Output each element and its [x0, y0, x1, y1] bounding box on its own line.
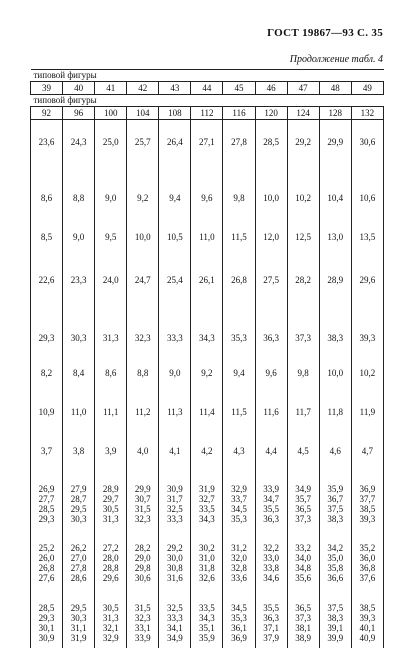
value-cell: 32,7 — [191, 494, 222, 504]
value-cell: 34,6 — [256, 573, 287, 583]
value-cell: 26,9 — [31, 484, 62, 494]
value-cell: 13,0 — [320, 232, 351, 242]
value-cell: 28,7 — [63, 494, 94, 504]
value-cell: 34,5 — [223, 504, 254, 514]
value-cell: 33,1 — [127, 623, 158, 633]
value-cell: 31,1 — [63, 623, 94, 633]
value-cell: 31,3 — [95, 333, 126, 343]
value-cell: 33,6 — [223, 573, 254, 583]
value-cell: 29,7 — [95, 494, 126, 504]
value-cell: 28,6 — [63, 573, 94, 583]
figure-number-cell: 49 — [351, 82, 383, 95]
value-cell: 36,3 — [256, 514, 287, 524]
value-cell: 29,5 — [63, 603, 94, 613]
value-cell: 26,1 — [191, 275, 222, 285]
value-cell: 22,6 — [31, 275, 62, 285]
size-cell: 104 — [127, 107, 159, 120]
value-cell: 35,8 — [320, 563, 351, 573]
value-cell: 39,3 — [352, 613, 383, 623]
value-cell: 11,5 — [223, 232, 254, 242]
value-cell: 36,1 — [223, 623, 254, 633]
value-cell: 35,3 — [223, 613, 254, 623]
value-cell: 37,6 — [352, 573, 383, 583]
value-cell: 8,4 — [63, 368, 94, 378]
value-cell: 9,0 — [95, 193, 126, 203]
value-cell: 33,9 — [127, 633, 158, 643]
value-cell: 37,9 — [256, 633, 287, 643]
value-cell: 24,7 — [127, 275, 158, 285]
value-cell: 36,0 — [352, 553, 383, 563]
value-cell: 10,5 — [159, 232, 190, 242]
value-cell: 12,5 — [288, 232, 319, 242]
value-cell: 36,3 — [256, 613, 287, 623]
value-cell: 35,5 — [256, 603, 287, 613]
value-column — [351, 120, 383, 648]
value-cell: 40,1 — [352, 623, 383, 633]
value-cell: 4,1 — [159, 446, 190, 456]
value-cell: 35,9 — [191, 633, 222, 643]
value-cell: 11,6 — [256, 407, 287, 417]
value-cell: 4,3 — [223, 446, 254, 456]
value-cell: 4,6 — [320, 446, 351, 456]
value-cell: 34,8 — [288, 563, 319, 573]
value-cell: 30,6 — [352, 137, 383, 147]
value-cell: 38,5 — [352, 504, 383, 514]
value-cell: 27,1 — [191, 137, 222, 147]
value-cell: 10,0 — [320, 368, 351, 378]
value-cell: 31,0 — [191, 553, 222, 563]
value-cell: 3,8 — [63, 446, 94, 456]
value-cell: 37,1 — [256, 623, 287, 633]
value-cell: 23,6 — [31, 137, 62, 147]
value-columns — [31, 120, 384, 648]
value-cell: 26,4 — [159, 137, 190, 147]
value-cell: 27,8 — [223, 137, 254, 147]
value-cell: 32,5 — [159, 603, 190, 613]
value-cell: 36,5 — [288, 603, 319, 613]
value-cell: 32,5 — [159, 504, 190, 514]
value-cell: 36,9 — [223, 633, 254, 643]
size-cell: 112 — [191, 107, 223, 120]
figure-number-cell: 40 — [63, 82, 95, 95]
value-cell: 10,6 — [352, 193, 383, 203]
value-cell: 27,9 — [63, 484, 94, 494]
value-cell: 31,6 — [159, 573, 190, 583]
value-cell: 30,9 — [31, 633, 62, 643]
value-cell: 38,3 — [320, 514, 351, 524]
value-cell: 30,2 — [191, 543, 222, 553]
table-continuation-label: Продолжение табл. 4 — [290, 54, 383, 65]
value-cell: 33,7 — [223, 494, 254, 504]
value-cell: 29,2 — [288, 137, 319, 147]
value-cell: 31,3 — [95, 514, 126, 524]
value-cell: 30,5 — [95, 504, 126, 514]
value-cell: 10,4 — [320, 193, 351, 203]
value-cell: 25,2 — [31, 543, 62, 553]
value-cell: 37,3 — [288, 514, 319, 524]
value-cell: 24,0 — [95, 275, 126, 285]
value-cell: 35,9 — [320, 484, 351, 494]
value-cell: 36,9 — [352, 484, 383, 494]
value-cell: 36,6 — [320, 573, 351, 583]
value-cell: 39,9 — [320, 633, 351, 643]
size-cell: 116 — [223, 107, 255, 120]
value-cell: 10,9 — [31, 407, 62, 417]
value-cell: 35,3 — [223, 514, 254, 524]
value-cell: 29,3 — [31, 514, 62, 524]
value-cell: 27,5 — [256, 275, 287, 285]
value-cell: 4,0 — [127, 446, 158, 456]
value-cell: 8,5 — [31, 232, 62, 242]
value-cell: 23,3 — [63, 275, 94, 285]
figure-number-cell: 43 — [159, 82, 191, 95]
value-cell: 36,8 — [352, 563, 383, 573]
value-cell: 28,9 — [95, 484, 126, 494]
value-cell: 31,5 — [127, 504, 158, 514]
value-cell: 35,5 — [256, 504, 287, 514]
value-cell: 38,5 — [352, 603, 383, 613]
value-cell: 33,5 — [191, 504, 222, 514]
value-cell: 30,1 — [31, 623, 62, 633]
value-cell: 8,6 — [95, 368, 126, 378]
value-cell: 25,4 — [159, 275, 190, 285]
value-cell: 26,2 — [63, 543, 94, 553]
value-cell: 31,7 — [159, 494, 190, 504]
value-cell: 29,6 — [352, 275, 383, 285]
value-cell: 10,0 — [127, 232, 158, 242]
value-cell: 24,3 — [63, 137, 94, 147]
value-cell: 9,6 — [191, 193, 222, 203]
value-cell: 26,0 — [31, 553, 62, 563]
value-cell: 28,5 — [256, 137, 287, 147]
value-cell: 26,8 — [223, 275, 254, 285]
value-cell: 32,9 — [223, 484, 254, 494]
value-cell: 26,8 — [31, 563, 62, 573]
value-cell: 32,3 — [127, 613, 158, 623]
value-cell: 27,7 — [31, 494, 62, 504]
value-cell: 9,4 — [223, 368, 254, 378]
value-cell: 34,0 — [288, 553, 319, 563]
value-cell: 33,9 — [256, 484, 287, 494]
value-cell: 38,3 — [320, 613, 351, 623]
value-cell: 29,3 — [31, 613, 62, 623]
value-cell: 12,0 — [256, 232, 287, 242]
value-cell: 30,8 — [159, 563, 190, 573]
value-cell: 9,4 — [159, 193, 190, 203]
value-cell: 29,9 — [320, 137, 351, 147]
value-cell: 9,8 — [288, 368, 319, 378]
value-cell: 9,0 — [63, 232, 94, 242]
value-cell: 4,4 — [256, 446, 287, 456]
value-cell: 27,2 — [95, 543, 126, 553]
value-cell: 28,2 — [288, 275, 319, 285]
value-cell: 28,0 — [95, 553, 126, 563]
value-cell: 29,9 — [127, 484, 158, 494]
value-cell: 38,1 — [288, 623, 319, 633]
page-header: ГОСТ 19867—93 С. 35 — [267, 27, 383, 39]
value-cell: 35,2 — [352, 543, 383, 553]
value-cell: 30,7 — [127, 494, 158, 504]
figure-number-cell: 44 — [191, 82, 223, 95]
value-cell: 30,3 — [63, 514, 94, 524]
value-cell: 31,3 — [95, 613, 126, 623]
value-cell: 3,7 — [31, 446, 62, 456]
figure-label-top: типовой фигуры — [31, 70, 384, 82]
size-cell: 128 — [319, 107, 351, 120]
value-cell: 33,3 — [159, 333, 190, 343]
value-cell: 33,3 — [159, 613, 190, 623]
value-cell: 11,4 — [191, 407, 222, 417]
figure-label-bottom: типовой фигуры — [31, 95, 384, 107]
figure-number-cell: 45 — [223, 82, 255, 95]
value-cell: 36,7 — [320, 494, 351, 504]
value-cell: 34,9 — [288, 484, 319, 494]
value-cell: 28,9 — [320, 275, 351, 285]
value-cell: 34,3 — [191, 333, 222, 343]
value-cell: 31,5 — [127, 603, 158, 613]
value-column — [63, 120, 95, 648]
value-column — [287, 120, 319, 648]
value-cell: 30,0 — [159, 553, 190, 563]
value-column — [191, 120, 223, 648]
value-cell: 32,8 — [223, 563, 254, 573]
value-cell: 31,8 — [191, 563, 222, 573]
value-cell: 28,8 — [95, 563, 126, 573]
value-cell: 11,7 — [288, 407, 319, 417]
value-cell: 4,5 — [288, 446, 319, 456]
value-cell: 32,6 — [191, 573, 222, 583]
value-cell: 28,5 — [31, 504, 62, 514]
value-cell: 11,1 — [95, 407, 126, 417]
value-cell: 38,9 — [288, 633, 319, 643]
value-cell: 35,3 — [223, 333, 254, 343]
value-cell: 34,1 — [159, 623, 190, 633]
value-column — [95, 120, 127, 648]
size-table — [30, 69, 384, 648]
value-cell: 4,2 — [191, 446, 222, 456]
value-cell: 27,0 — [63, 553, 94, 563]
value-cell: 11,0 — [191, 232, 222, 242]
value-cell: 36,5 — [288, 504, 319, 514]
value-cell: 40,9 — [352, 633, 383, 643]
value-column — [255, 120, 287, 648]
value-cell: 29,6 — [95, 573, 126, 583]
figure-number-cell: 42 — [127, 82, 159, 95]
value-cell: 35,7 — [288, 494, 319, 504]
value-cell: 34,7 — [256, 494, 287, 504]
value-cell: 11,5 — [223, 407, 254, 417]
value-cell: 30,3 — [63, 613, 94, 623]
figure-number-cell: 48 — [319, 82, 351, 95]
value-cell: 39,3 — [352, 514, 383, 524]
value-cell: 11,3 — [159, 407, 190, 417]
value-cell: 37,3 — [288, 333, 319, 343]
value-cell: 9,6 — [256, 368, 287, 378]
value-cell: 10,2 — [288, 193, 319, 203]
value-cell: 30,5 — [95, 603, 126, 613]
size-cell: 92 — [31, 107, 63, 120]
value-cell: 11,9 — [352, 407, 383, 417]
value-cell: 33,8 — [256, 563, 287, 573]
value-cell: 37,3 — [288, 613, 319, 623]
value-cell: 10,2 — [352, 368, 383, 378]
value-cell: 8,8 — [63, 193, 94, 203]
value-cell: 35,0 — [320, 553, 351, 563]
value-cell: 9,2 — [127, 193, 158, 203]
value-cell: 8,6 — [31, 193, 62, 203]
value-cell: 34,2 — [320, 543, 351, 553]
value-cell: 27,8 — [63, 563, 94, 573]
value-cell: 38,3 — [320, 333, 351, 343]
value-cell: 32,0 — [223, 553, 254, 563]
value-cell: 28,5 — [31, 603, 62, 613]
value-cell: 32,2 — [256, 543, 287, 553]
value-cell: 11,0 — [63, 407, 94, 417]
value-cell: 28,2 — [127, 543, 158, 553]
value-cell: 39,1 — [320, 623, 351, 633]
value-cell: 34,3 — [191, 613, 222, 623]
value-cell: 32,1 — [95, 623, 126, 633]
value-cell: 39,3 — [352, 333, 383, 343]
value-cell: 29,2 — [159, 543, 190, 553]
value-cell: 34,9 — [159, 633, 190, 643]
size-cell: 96 — [63, 107, 95, 120]
value-cell: 27,6 — [31, 573, 62, 583]
figure-number-cell: 46 — [255, 82, 287, 95]
value-cell: 29,8 — [127, 563, 158, 573]
value-cell: 29,5 — [63, 504, 94, 514]
value-cell: 13,5 — [352, 232, 383, 242]
size-cell: 108 — [159, 107, 191, 120]
value-cell: 32,3 — [127, 514, 158, 524]
size-row — [31, 107, 384, 120]
figure-number-cell: 47 — [287, 82, 319, 95]
figure-number-row — [31, 82, 384, 95]
value-cell: 32,3 — [127, 333, 158, 343]
size-cell: 120 — [255, 107, 287, 120]
value-cell: 11,2 — [127, 407, 158, 417]
value-column — [159, 120, 191, 648]
value-cell: 33,2 — [288, 543, 319, 553]
figure-number-cell: 41 — [95, 82, 127, 95]
value-cell: 33,0 — [256, 553, 287, 563]
value-cell: 9,8 — [223, 193, 254, 203]
value-column — [319, 120, 351, 648]
value-column — [223, 120, 255, 648]
value-cell: 11,8 — [320, 407, 351, 417]
value-cell: 4,7 — [352, 446, 383, 456]
value-cell: 25,7 — [127, 137, 158, 147]
value-cell: 31,9 — [63, 633, 94, 643]
value-cell: 35,1 — [191, 623, 222, 633]
value-cell: 30,3 — [63, 333, 94, 343]
size-cell: 100 — [95, 107, 127, 120]
value-column — [127, 120, 159, 648]
value-cell: 30,9 — [159, 484, 190, 494]
value-cell: 34,5 — [223, 603, 254, 613]
size-cell: 132 — [351, 107, 383, 120]
value-cell: 30,6 — [127, 573, 158, 583]
size-cell: 124 — [287, 107, 319, 120]
value-cell: 37,5 — [320, 504, 351, 514]
value-cell: 37,5 — [320, 603, 351, 613]
value-cell: 34,3 — [191, 514, 222, 524]
value-cell: 32,9 — [95, 633, 126, 643]
value-cell: 33,5 — [191, 603, 222, 613]
value-cell: 9,2 — [191, 368, 222, 378]
value-cell: 8,2 — [31, 368, 62, 378]
value-cell: 25,0 — [95, 137, 126, 147]
value-cell: 10,0 — [256, 193, 287, 203]
value-cell: 3,9 — [95, 446, 126, 456]
value-cell: 29,3 — [31, 333, 62, 343]
value-cell: 36,3 — [256, 333, 287, 343]
value-cell: 8,8 — [127, 368, 158, 378]
value-cell: 31,2 — [223, 543, 254, 553]
value-cell: 29,0 — [127, 553, 158, 563]
value-cell: 33,3 — [159, 514, 190, 524]
value-column — [31, 120, 63, 648]
value-cell: 37,7 — [352, 494, 383, 504]
figure-number-cell: 39 — [31, 82, 63, 95]
value-cell: 31,9 — [191, 484, 222, 494]
value-cell: 9,0 — [159, 368, 190, 378]
value-cell: 35,6 — [288, 573, 319, 583]
value-cell: 9,5 — [95, 232, 126, 242]
